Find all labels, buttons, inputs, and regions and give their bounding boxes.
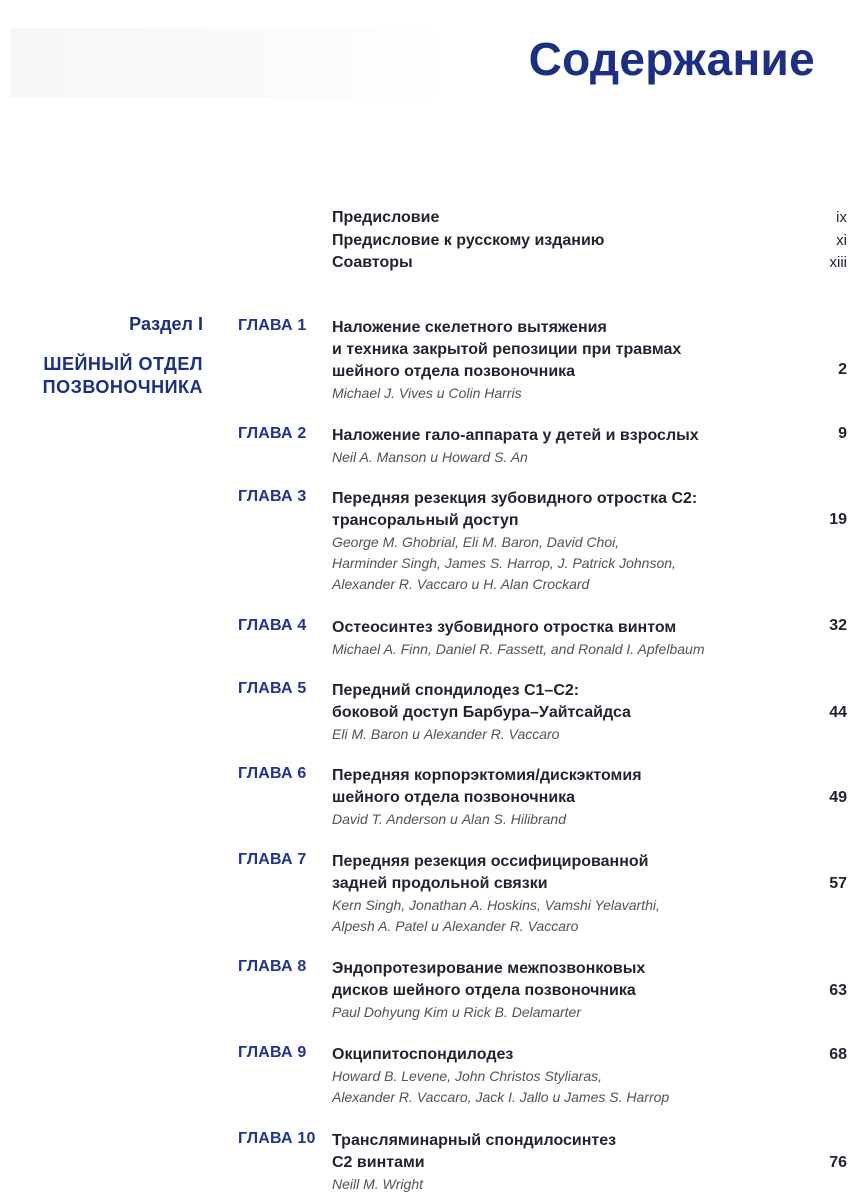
chapter-title [332,1044,813,1066]
chapter-authors-line: Harminder Singh, James S. Harrop, J. Patrick Johnson, [332,555,676,571]
chapter-page: 63 [829,982,847,999]
chapter-page: 2 [838,361,847,378]
chapter-page: 57 [829,875,847,892]
chapter-label: ГЛАВА 10 [238,1130,316,1147]
chapter-title-line: Наложение скелетного вытяжения [332,319,607,336]
frontmatter-page: xi [836,232,847,249]
chapter-title [332,617,813,639]
chapter-authors [332,1002,813,1023]
frontmatter-item [332,232,847,250]
chapter-title-line: боковой доступ Барбура–Уайтсайдса [332,704,631,721]
chapter-authors-line: Michael J. Vives и Colin Harris [332,385,522,401]
chapter-title-line: трансоральный доступ [332,512,519,529]
chapter-authors-line: George M. Ghobrial, Eli M. Baron, David Choi, [332,534,620,550]
chapter-title-line: Эндопротезирование межпозвонковых [332,960,646,977]
chapter-authors-line: Alpesh A. Patel и Alexander R. Vaccaro [332,918,579,934]
chapter-label: ГЛАВА 4 [238,617,307,634]
chapter-label: ГЛАВА 2 [238,425,307,442]
chapter-authors [332,724,813,745]
chapter-authors-line: Howard B. Levene, John Christos Styliaras, [332,1068,603,1084]
chapter-label: ГЛАВА 8 [238,958,307,975]
chapter-body [332,680,813,745]
section-heading [43,314,203,399]
chapter-authors [332,809,813,830]
chapter-page: 68 [829,1046,847,1063]
chapter-title-line: Передняя резекция оссифицированной [332,853,649,870]
chapter-page: 32 [829,617,847,634]
section-title-line: ПОЗВОНОЧНИКА [42,377,203,397]
chapter-label: ГЛАВА 5 [238,680,307,697]
chapter-authors-line: Alexander R. Vaccaro и H. Alan Crockard [332,576,590,592]
frontmatter-item [332,209,847,227]
chapter-authors-line: Eli M. Baron и Alexander R. Vaccaro [332,726,560,742]
chapter-title-line: дисков шейного отдела позвоночника [332,982,636,999]
chapter-title-line: и техника закрытой репозиции при травмах [332,341,682,358]
chapter-title-line: Трансляминарный спондилосинтез [332,1132,617,1149]
chapter-authors-line: Alexander R. Vaccaro, Jack I. Jallo и James S. Harrop [332,1089,670,1105]
chapter-title [332,765,813,809]
chapter-label: ГЛАВА 9 [238,1044,307,1061]
chapter-authors [332,1066,813,1108]
chapter-body [332,851,813,937]
chapter-label: ГЛАВА 1 [238,317,307,334]
chapter-title-line: Передний спондилодез С1–С2: [332,682,580,699]
chapter-authors [332,383,813,404]
chapter-title [332,680,813,724]
chapter-body [332,617,813,660]
chapter-authors-line: Kern Singh, Jonathan A. Hoskins, Vamshi Yelavarthi, [332,897,660,913]
frontmatter-label: Соавторы [332,254,413,271]
chapter-body [332,488,813,595]
chapter-authors [332,532,813,595]
frontmatter-page: xiii [829,254,847,271]
chapter-authors [332,895,813,937]
section-number: Раздел I [129,314,203,334]
frontmatter-label: Предисловие к русскому изданию [332,232,605,249]
chapter-title-line: Остеосинтез зубовидного отростка винтом [332,619,677,636]
frontmatter-item [332,254,847,272]
chapter-body [332,425,813,468]
chapter-title [332,317,813,383]
chapter-body [332,1044,813,1108]
chapter-authors-line: Neil A. Manson и Howard S. An [332,449,528,465]
section-title [43,353,203,399]
frontmatter-label: Предисловие [332,209,440,226]
chapter-page: 76 [829,1154,847,1171]
page-title: Содержание [528,32,815,85]
frontmatter-page: ix [836,209,847,226]
chapter-title [332,958,813,1002]
section-title-line: ШЕЙНЫЙ ОТДЕЛ [43,354,203,374]
chapter-authors [332,447,813,468]
chapter-title [332,851,813,895]
chapter-title-line: Передняя корпорэктомия/дискэктомия [332,767,642,784]
chapter-page: 19 [829,511,847,528]
chapter-title-line: Наложение гало-аппарата у детей и взрослых [332,427,699,444]
chapter-page: 49 [829,789,847,806]
chapter-authors [332,639,813,660]
chapter-title-line: Окципитоспондилодез [332,1046,514,1063]
chapter-authors-line: Paul Dohyung Kim и Rick B. Delamarter [332,1004,581,1020]
faded-background-lettering [10,28,450,98]
chapter-authors-line: Neill M. Wright [332,1176,424,1192]
chapter-title-line: шейного отдела позвоночника [332,789,576,806]
chapter-title-line: задней продольной связки [332,875,548,892]
chapter-authors [332,1174,813,1195]
chapter-title [332,1130,813,1174]
chapter-label: ГЛАВА 7 [238,851,307,868]
chapter-body [332,317,813,404]
chapter-label: ГЛАВА 3 [238,488,307,505]
chapter-authors-line: Michael A. Finn, Daniel R. Fassett, and Ronald I. Apfelbaum [332,641,705,657]
chapter-title-line: Передняя резекция зубовидного отростка С2: [332,490,698,507]
chapter-body [332,958,813,1023]
chapter-title-line: С2 винтами [332,1154,425,1171]
chapter-label: ГЛАВА 6 [238,765,307,782]
chapter-authors-line: David T. Anderson и Alan S. Hilibrand [332,811,566,827]
chapter-title-line: шейного отдела позвоночника [332,363,576,380]
chapter-title [332,425,813,447]
chapter-body [332,1130,813,1195]
chapter-body [332,765,813,830]
chapter-page: 9 [838,425,847,442]
chapter-page: 44 [829,704,847,721]
chapter-title [332,488,813,532]
